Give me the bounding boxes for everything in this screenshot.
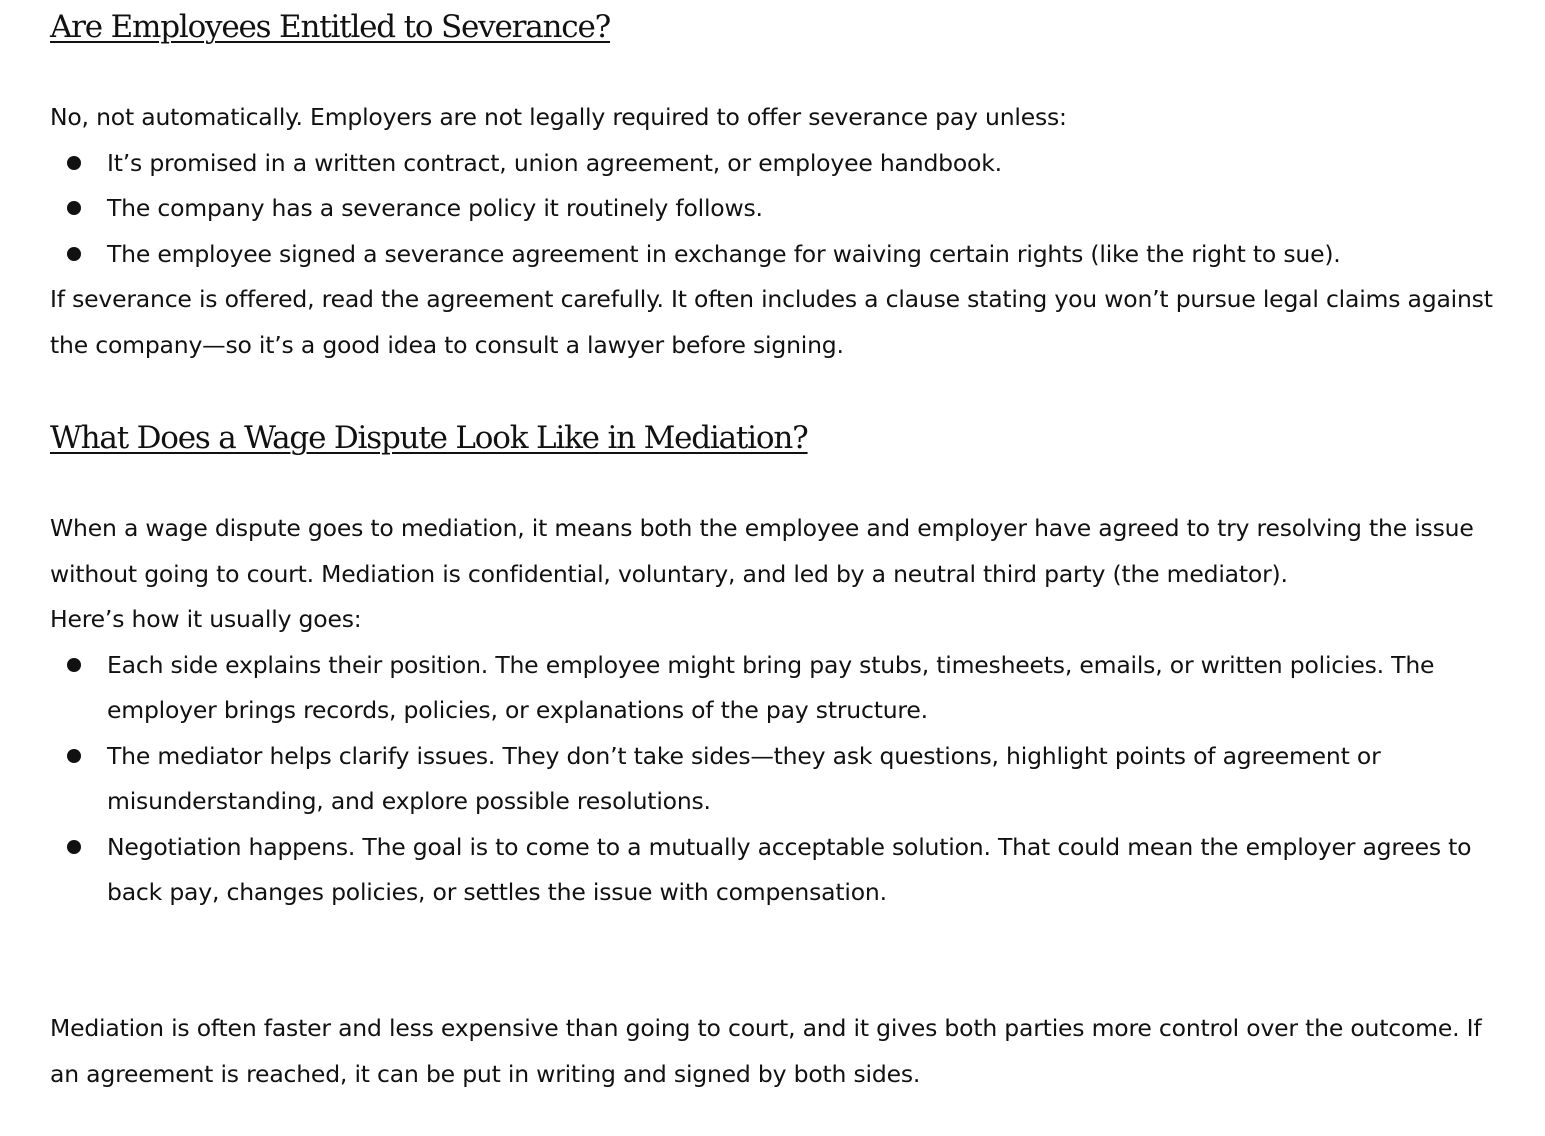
list-item-text: The mediator helps clarify issues. They don’t take sides—they ask questions, highlight points of agreement or misunderstanding, and explore possible resolutions. bbox=[107, 741, 1381, 815]
severance-intro-paragraph: No, not automatically. Employers are not legally required to offer severance pay unless: bbox=[50, 103, 1067, 131]
mediation-steps-list bbox=[50, 643, 1512, 916]
list-item bbox=[50, 643, 1512, 734]
mediation-lead-in: Here’s how it usually goes: bbox=[50, 605, 362, 633]
severance-closing-paragraph: If severance is offered, read the agreement carefully. It often includes a clause stating you won’t pursue legal claims against the company—so it’s a good idea to consult a lawyer before signing. bbox=[50, 285, 1493, 359]
mediation-closing-paragraph: Mediation is often faster and less expensive than going to court, and it gives both parties more control over the outcome. If an agreement is reached, it can be put in writing and signed by both sides. bbox=[50, 1014, 1482, 1088]
mediation-heading: What Does a Wage Dispute Look Like in Mediation? bbox=[50, 420, 808, 456]
mediation-section-body bbox=[50, 506, 1512, 916]
bullet-icon bbox=[67, 247, 81, 261]
list-item bbox=[50, 186, 1510, 232]
bullet-icon bbox=[67, 658, 81, 672]
list-item-text: The company has a severance policy it routinely follows. bbox=[107, 194, 763, 222]
bullet-icon bbox=[67, 156, 81, 170]
list-item bbox=[50, 825, 1512, 916]
severance-heading: Are Employees Entitled to Severance? bbox=[50, 9, 611, 45]
list-item-text: Negotiation happens. The goal is to come to a mutually acceptable solution. That could mean the employer agrees to back pay, changes policies, or settles the issue with compensation. bbox=[107, 832, 1472, 906]
list-item-text: It’s promised in a written contract, union agreement, or employee handbook. bbox=[107, 148, 1002, 177]
bullet-icon bbox=[67, 201, 81, 215]
list-item-text: Each side explains their position. The employee might bring pay stubs, timesheets, emails, or written policies. The employer brings records, policies, or explanations of the pay structure. bbox=[107, 650, 1435, 724]
list-item bbox=[50, 734, 1512, 825]
severance-section-body bbox=[50, 95, 1510, 368]
list-item bbox=[50, 141, 1510, 187]
mediation-closing-block bbox=[50, 1006, 1512, 1097]
list-item bbox=[50, 232, 1510, 278]
bullet-icon bbox=[67, 840, 81, 854]
severance-conditions-list bbox=[50, 141, 1510, 278]
bullet-icon bbox=[67, 749, 81, 763]
list-item-text: The employee signed a severance agreement in exchange for waiving certain rights (like the right to sue). bbox=[107, 239, 1341, 268]
mediation-intro-paragraph: When a wage dispute goes to mediation, it means both the employee and employer have agreed to try resolving the issue without going to court. Mediation is confidential, voluntary, and led by a neutral third party (the mediator). bbox=[50, 514, 1474, 588]
